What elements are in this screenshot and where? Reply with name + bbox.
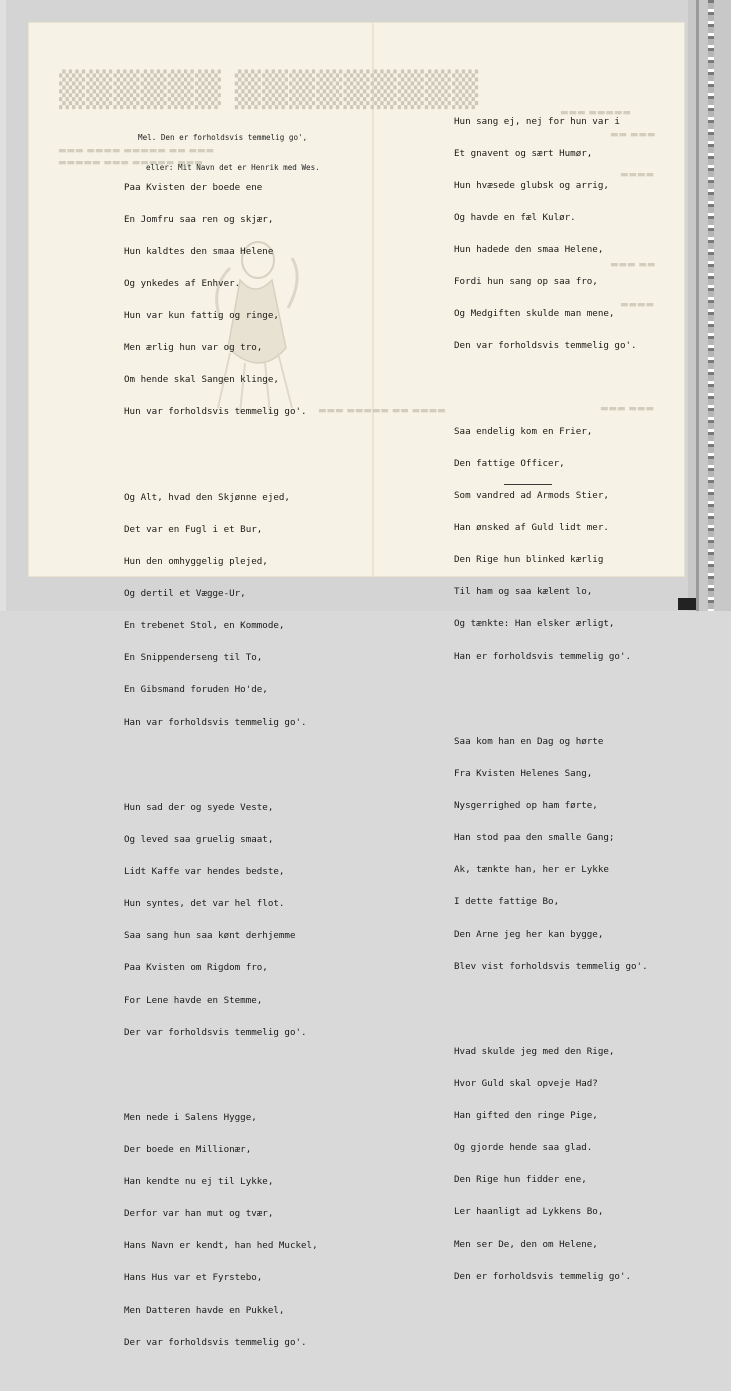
verse-line: Hun sang ej, nej for hun var i	[454, 115, 620, 127]
verse-line: Hun sad der og syede Veste,	[124, 801, 274, 813]
verse-line: For Lene havde en Stemme,	[124, 994, 263, 1006]
bleed-through-line: ▬▬▬▬	[620, 170, 655, 180]
verse-line: Ak, tænkte han, her er Lykke	[454, 864, 609, 876]
verse-line: Og Alt, hvad den Skjønne ejed,	[124, 491, 290, 503]
bleed-through-line: ▬▬ ▬▬▬	[610, 130, 656, 140]
verse-line: Han gifted den ringe Pige,	[454, 1110, 598, 1122]
stanza	[454, 95, 648, 373]
verse-line: Ler haanligt ad Lykkens Bo,	[454, 1206, 604, 1218]
verse-line: Og havde en fæl Kulør.	[454, 212, 576, 224]
verse-line: Den Rige hun fidder ene,	[454, 1174, 587, 1186]
verse-line: Der boede en Millionær,	[124, 1144, 252, 1156]
verse-line: Den fattige Officer,	[454, 457, 565, 469]
scanner-edge-line	[696, 0, 699, 611]
verse-line: En Snippenderseng til To,	[124, 652, 263, 664]
verse-line: Og dertil et Vægge-Ur,	[124, 588, 246, 600]
verse-line: Hans Hus var et Fyrstebo,	[124, 1272, 263, 1284]
verse-line: Men Datteren havde en Pukkel,	[124, 1304, 285, 1316]
verse-line: Den er forholdsvis temmelig go'.	[454, 1270, 632, 1282]
stanza	[454, 716, 648, 994]
end-rule	[504, 484, 552, 485]
verse-line: Han ønsked af Guld lidt mer.	[454, 522, 609, 534]
verse-line: En Jomfru saa ren og skjær,	[124, 213, 274, 225]
verse-line: Hun kaldtes den smaa Helene	[124, 246, 274, 257]
verse-line: Men nede i Salens Hygge,	[124, 1112, 257, 1123]
left-column	[124, 140, 318, 1391]
verse-line: I dette fattige Bo,	[454, 896, 560, 908]
bleed-through-line: ▬▬▬ ▬▬▬▬▬	[560, 108, 631, 118]
verse-line: Blev vist forholdsvis temmelig go'.	[454, 960, 648, 972]
verse-line: Om hende skal Sangen klinge,	[124, 374, 279, 386]
right-column	[454, 74, 648, 1325]
verse-line: Til ham og saa kælent lo,	[454, 586, 593, 598]
verse-line: Han er forholdsvis temmelig go'.	[454, 650, 632, 662]
verse-line: Men ærlig hun var og tro,	[124, 342, 263, 354]
bleed-through-line: ▬▬▬ ▬▬	[610, 260, 656, 270]
verse-line: Han kendte nu ej til Lykke,	[124, 1176, 274, 1188]
verse-line: Lidt Kaffe var hendes bedste,	[124, 866, 285, 878]
verse-line: Hun syntes, det var hel flot.	[124, 898, 285, 910]
verse-line: Hun den omhyggelig plejed,	[124, 556, 268, 568]
bleed-through-title: ▒▒▒▒▒▒▒▒▒ ▒▒▒▒▒▒	[58, 70, 479, 110]
verse-line: Og gjorde hende saa glad.	[454, 1142, 593, 1154]
verse-line: Den Arne jeg her kan bygge,	[454, 928, 604, 940]
verse-line: Saa endelig kom en Frier,	[454, 425, 593, 437]
verse-line: Det var en Fugl i et Bur,	[124, 523, 263, 535]
verse-line: Paa Kvisten der boede ene	[124, 181, 263, 193]
verse-line: Hun hadede den smaa Helene,	[454, 244, 604, 256]
stanza	[454, 405, 648, 683]
verse-line: Paa Kvisten om Rigdom fro,	[124, 962, 268, 974]
bleed-through-line: ▬▬▬ ▬▬▬▬▬ ▬▬ ▬▬▬▬	[318, 406, 446, 416]
verse-line: Men ser De, den om Helene,	[454, 1238, 598, 1250]
verse-line: Nysgerrighed op ham førte,	[454, 800, 598, 812]
stanza	[124, 782, 318, 1060]
bleed-through-line: ▬▬▬▬	[620, 300, 655, 310]
melody-line: Mel. Den er forholdsvis temmelig go',	[138, 133, 308, 142]
verse-line: Fra Kvisten Helenes Sang,	[454, 768, 593, 780]
melody-line: eller: Mit Navn det er Henrik med Wes.	[146, 163, 320, 172]
scanner-edge	[688, 0, 731, 611]
verse-line: Som vandred ad Armods Stier,	[454, 490, 609, 502]
verse-line: Hun hvæsede glubsk og arrig,	[454, 180, 609, 191]
verse-line: Derfor var han mut og tvær,	[124, 1208, 274, 1220]
verse-line: Og leved saa gruelig smaat,	[124, 834, 274, 846]
stanza	[124, 1092, 318, 1370]
bleed-through-line: ▬▬▬ ▬▬▬▬ ▬▬▬▬▬ ▬▬ ▬▬▬	[58, 146, 215, 156]
verse-line: Hun var forholdsvis temmelig go'.	[124, 406, 307, 418]
verse-line: Hans Navn er kendt, han hed Muckel,	[124, 1240, 318, 1252]
verse-line: Der var forholdsvis temmelig go'.	[124, 1026, 307, 1038]
verse-line: Og ynkedes af Enhver.	[124, 278, 241, 290]
scan-corner-mark	[678, 598, 696, 610]
stanza	[124, 161, 318, 439]
verse-line: Saa kom han en Dag og hørte	[454, 735, 604, 747]
verse-line: Han stod paa den smalle Gang;	[454, 832, 615, 844]
bleed-through-line: ▬▬▬▬▬ ▬▬▬ ▬▬▬▬▬ ▬▬▬	[58, 158, 203, 168]
verse-line: Saa sang hun saa kønt derhjemme	[124, 930, 296, 942]
left-margin	[0, 0, 6, 611]
verse-line: Og Medgiften skulde man mene,	[454, 308, 615, 320]
verse-line: En trebenet Stol, en Kommode,	[124, 620, 285, 632]
verse-line: Hun var kun fattig og ringe,	[124, 310, 279, 322]
stanza	[124, 471, 318, 749]
verse-line: Og tænkte: Han elsker ærligt,	[454, 618, 615, 630]
stanza	[454, 1026, 648, 1304]
verse-line: Et gnavent og sært Humør,	[454, 147, 593, 159]
verse-line: Der var forholdsvis temmelig go'.	[124, 1336, 307, 1348]
verse-line: Den var forholdsvis temmelig go'.	[454, 340, 637, 352]
bleed-through-line: ▬▬▬ ▬▬▬	[600, 404, 654, 414]
verse-line: Hvor Guld skal opveje Had?	[454, 1078, 598, 1090]
verse-line: Den Rige hun blinked kærlig	[454, 554, 604, 566]
verse-line: Han var forholdsvis temmelig go'.	[124, 716, 307, 728]
scanner-edge-strip	[708, 0, 714, 611]
verse-line: Hvad skulde jeg med den Rige,	[454, 1046, 615, 1057]
verse-line: En Gibsmand foruden Ho'de,	[124, 684, 268, 696]
verse-line: Fordi hun sang op saa fro,	[454, 276, 598, 288]
